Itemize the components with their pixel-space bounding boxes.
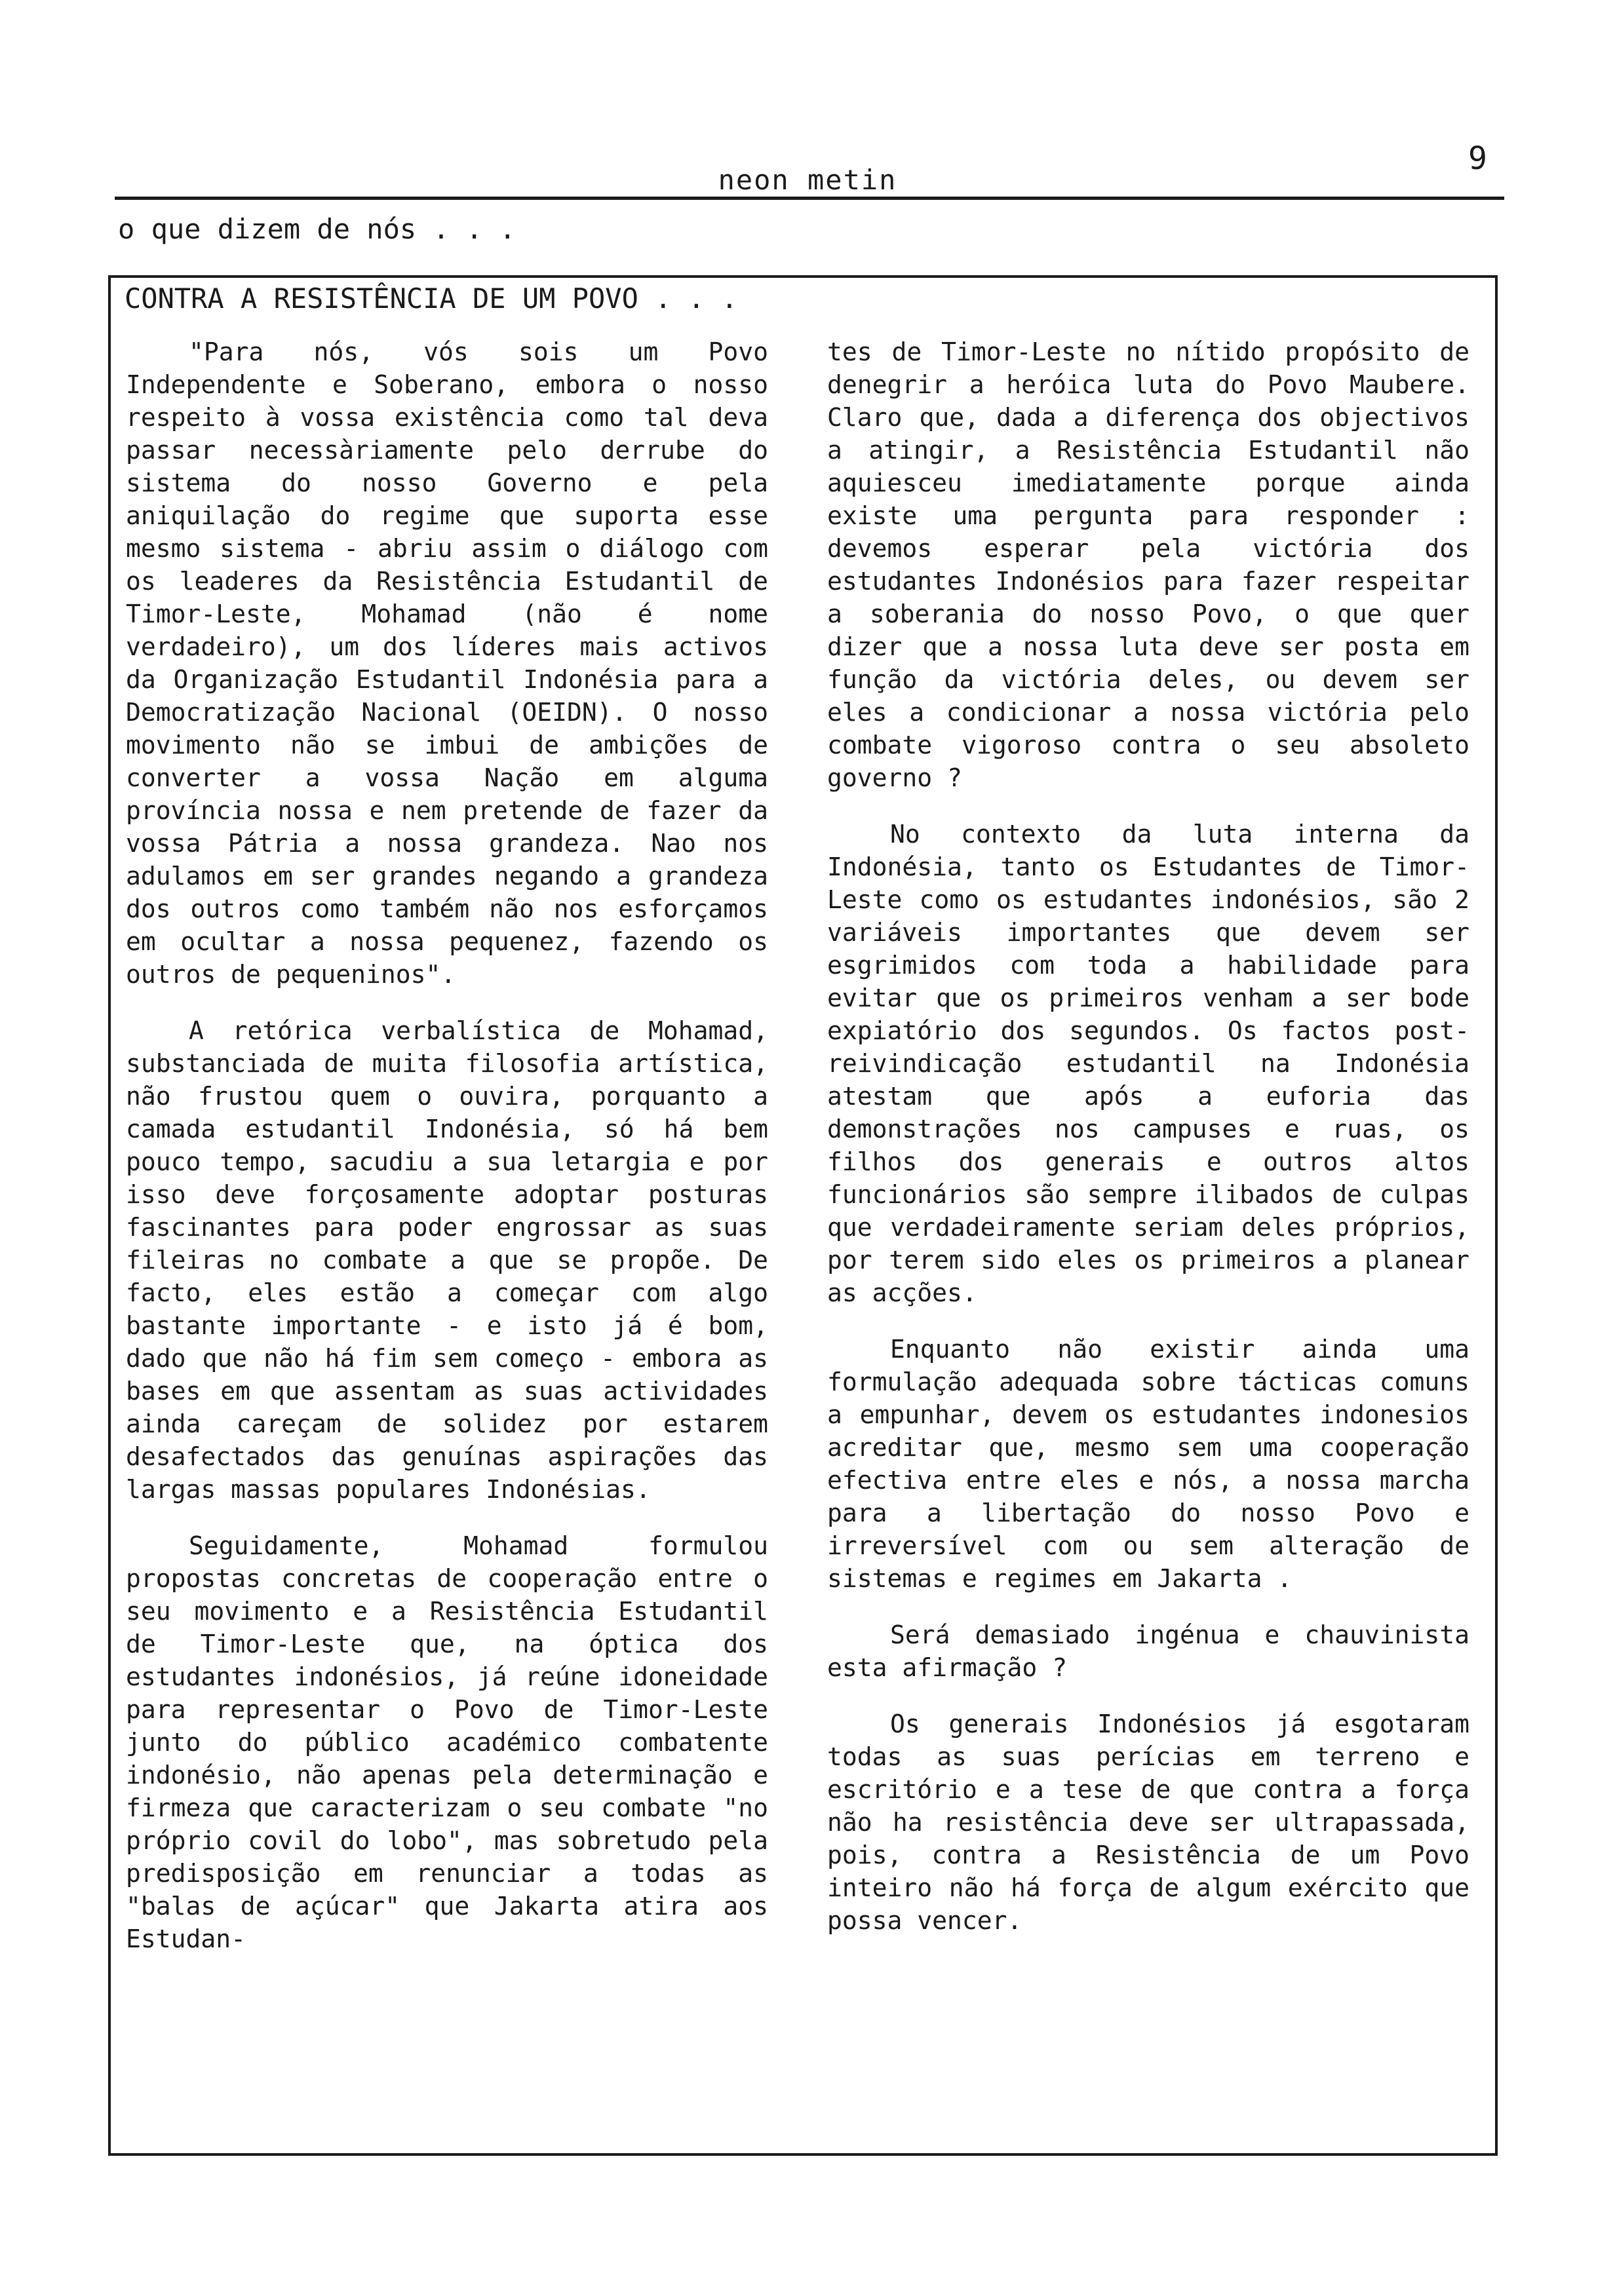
paragraph: A retórica verbalística de Mohamad, substanciada de muita filosofia artística, não frustou quem o ouvira, porquanto a camada estudantil Indonésia, só há bem pouco tempo, sacudiu a sua letargia e por isso deve forçosamente adoptar posturas fascinantes para poder engrossar as suas fileiras no combate a que se propõe. De facto, eles estão a começar com algo bastante importante - e isto já é bom, dado que não há fim sem começo - embora as bases em que assentam as suas actividades ainda careçam de solidez por estarem desafectados das genuínas aspirações das largas massas populares Indonésias.	[126, 1016, 768, 1504]
right-column	[827, 335, 1469, 1961]
paragraph: tes de Timor-Leste no nítido propósito de denegrir a heróica luta do Povo Maubere. Claro que, dada a diferença dos objectivos a atingir, a Resistência Estudantil não aquiesceu imediatamente porque ainda existe uma pergunta para responder : devemos esperar pela victória dos estudantes Indonésios para fazer respeitar a soberania do nosso Povo, o que quer dizer que a nossa luta deve ser posta em função da victória deles, ou devem ser eles a condicionar a nossa victória pelo combate vigoroso contra o seu absoleto governo ?	[827, 337, 1469, 792]
header-rule	[115, 197, 1504, 200]
left-column	[126, 335, 768, 1979]
paragraph: Será demasiado ingénua e chauvinista esta afirmação ?	[827, 1620, 1469, 1682]
paragraph: "Para nós, vós sois um Povo Independente e Soberano, embora o nosso respeito à vossa existência como tal deva passar necessàriamente pelo derrube do sistema do nosso Governo e pela aniquilação do regime que suporta esse mesmo sistema - abriu assim o diálogo com os leaderes da Resistência Estudantil de Timor-Leste, Mohamad (não é nome verdadeiro), um dos líderes mais activos da Organização Estudantil Indonésia para a Democratização Nacional (OEIDN). O nosso movimento não se imbui de ambições de converter a vossa Nação em alguma província nossa e nem pretende de fazer da vossa Pátria a nossa grandeza. Nao nos adulamos em ser grandes negando a grandeza dos outros como também não nos esforçamos em ocultar a nossa pequenez, fazendo os outros de pequeninos".	[126, 337, 768, 989]
paragraph: Os generais Indonésios já esgotaram todas as suas perícias em terreno e escritório e a tese de que contra a força não ha resistência deve ser ultrapassada, pois, contra a Resistência de um Povo inteiro não há força de algum exército que possa vencer.	[827, 1710, 1469, 1935]
masthead-title: neon metin	[718, 164, 897, 196]
article-headline: CONTRA A RESISTÊNCIA DE UM POVO . . .	[125, 282, 738, 315]
paragraph: Enquanto não existir ainda uma formulação adequada sobre tácticas comuns a empunhar, devem os estudantes indonesios acreditar que, mesmo sem uma cooperação efectiva entre eles e nós, a nossa marcha para a libertação do nosso Povo e irreversível com ou sem alteração de sistemas e regimes em Jakarta .	[827, 1335, 1469, 1593]
paragraph: No contexto da luta interna da Indonésia, tanto os Estudantes de Timor-Leste como os estudantes indonésios, são 2 variáveis importantes que devem ser esgrimidos com toda a habilidade para evitar que os primeiros venham a ser bode expiatório dos segundos. Os factos post-reivindicação estudantil na Indonésia atestam que após a euforia das demonstrações nos campuses e ruas, os filhos dos generais e outros altos funcionários são sempre ilibados de culpas que verdadeiramente seriam deles próprios, por terem sido eles os primeiros a planear as acções.	[827, 820, 1469, 1307]
page-number: 9	[1468, 140, 1487, 177]
section-label: o que dizem de nós . . .	[118, 213, 516, 245]
paragraph: Seguidamente, Mohamad formulou propostas concretas de cooperação entre o seu movimento e a Resistência Estudantil de Timor-Leste que, na óptica dos estudantes indonésios, já reúne idoneidade para representar o Povo de Timor-Leste junto do público académico combatente indonésio, não apenas pela determinação e firmeza que caracterizam o seu combate "no próprio covil do lobo", mas sobretudo pela predisposição em renunciar a todas as "balas de açúcar" que Jakarta atira aos Estudan-	[126, 1531, 768, 1953]
